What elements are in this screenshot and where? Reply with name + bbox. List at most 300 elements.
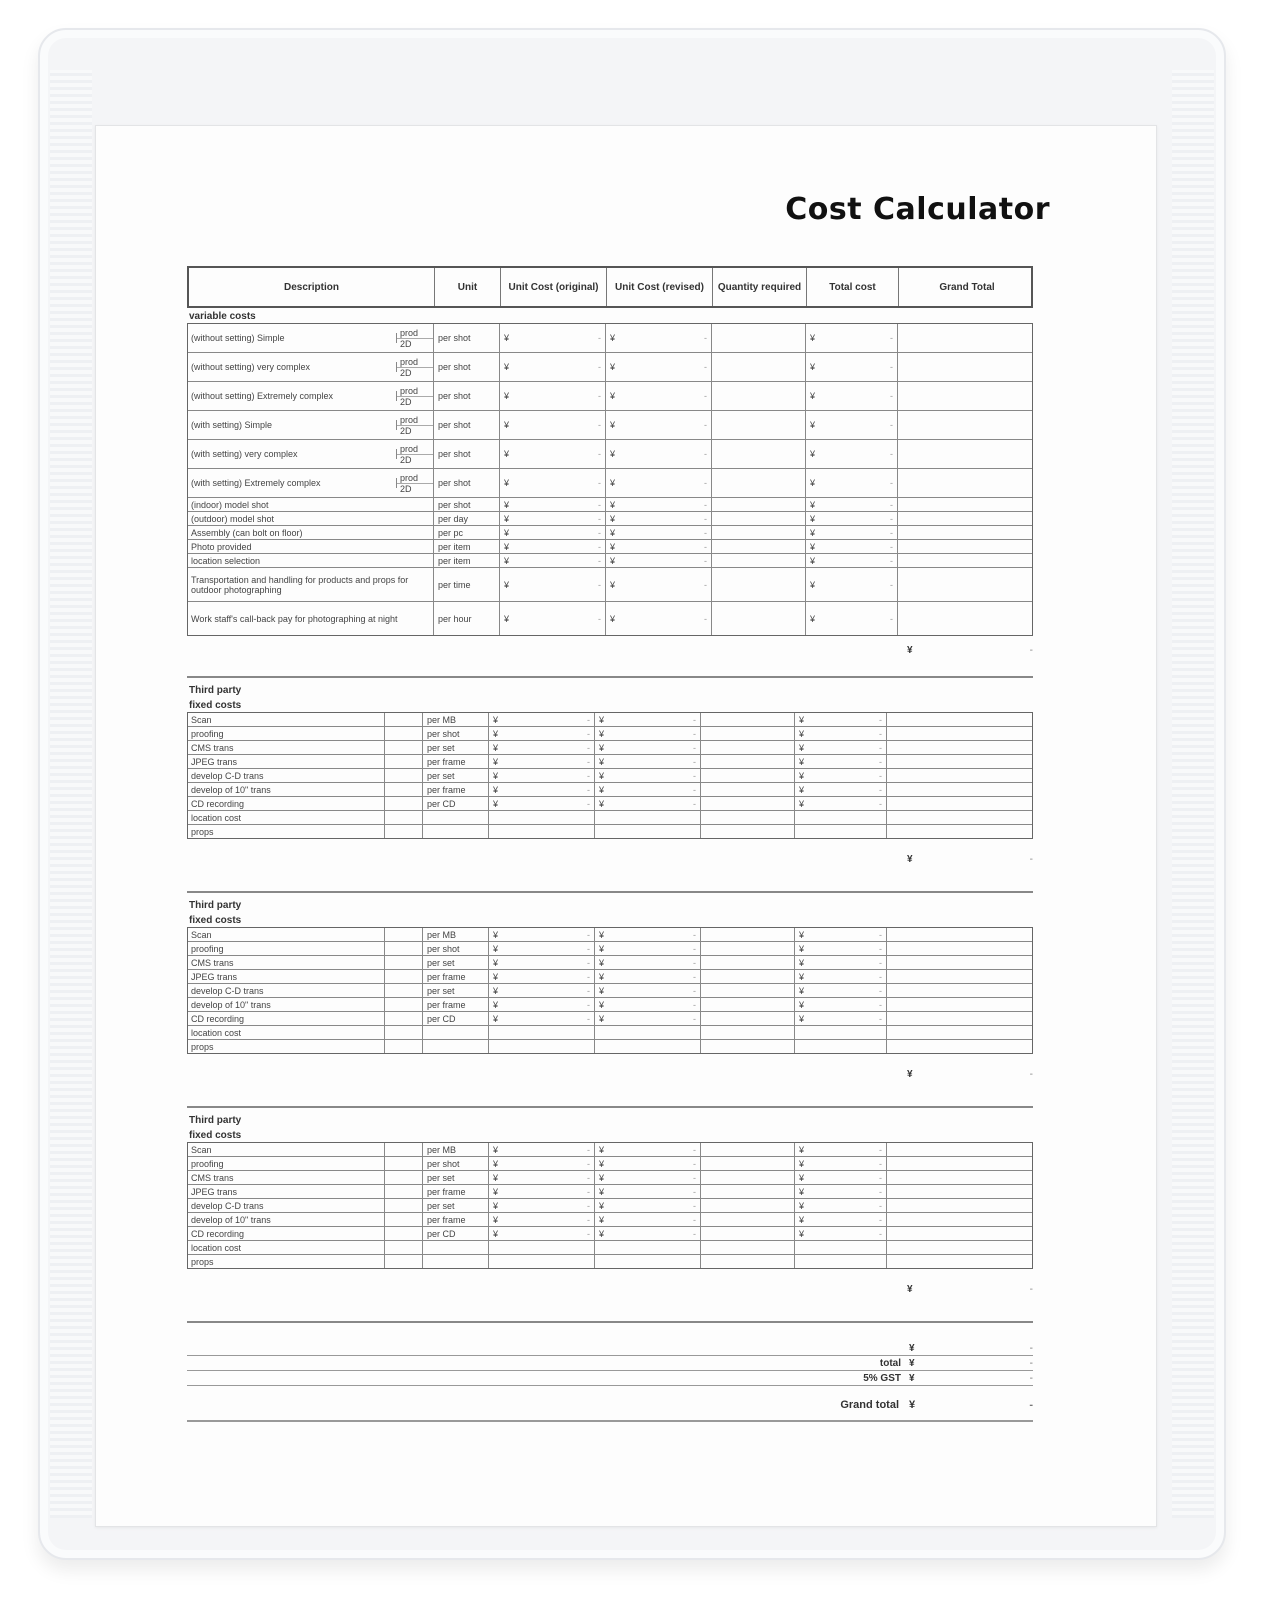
currency-symbol: ¥ [599,756,605,767]
table-row [188,1025,1032,1039]
dash-value: - [693,770,696,781]
dash-value: - [598,449,601,459]
cost-cell [594,1213,700,1226]
third-party-section [187,684,1033,893]
header-unit: Unit [434,268,500,306]
section-divider [187,891,1033,893]
cost-cell [499,382,605,410]
table-row [188,740,1032,754]
unit-cell [422,1255,488,1268]
dash-value: - [890,449,893,459]
cost-cell [488,825,594,838]
section-label: Third party [189,685,242,696]
third-party-table [187,712,1033,839]
dash-value: - [598,478,601,488]
description-text: develop C-D trans [191,770,264,781]
currency-symbol: ¥ [810,527,816,538]
currency-symbol: ¥ [504,499,510,510]
section-sublabel: fixed costs [189,700,242,711]
dash-value: - [1029,853,1033,865]
cost-cell [488,783,594,796]
header-unit-cost-original: Unit Cost (original) [500,268,606,306]
dash-value: - [587,985,590,996]
cost-cell [794,769,886,782]
cost-cell [594,984,700,997]
cost-cell [499,353,605,381]
currency-symbol: ¥ [810,579,816,590]
dash-value: - [890,555,893,566]
description-text: develop C-D trans [191,985,264,996]
unit-cell [422,1241,488,1254]
grand-total-cell [886,1143,1034,1156]
cost-cell [605,440,711,468]
cost-cell [605,469,711,497]
dash-value: - [1029,1283,1033,1295]
grade-cell [384,928,422,941]
currency-symbol: ¥ [799,957,805,968]
table-row [188,796,1032,810]
dash-value: - [890,478,893,488]
cost-cell [794,998,886,1011]
currency-symbol: ¥ [599,1200,605,1211]
table-row [188,468,1032,497]
totals-block [187,1341,1033,1422]
grand-total-cell [897,469,1034,497]
currency-symbol: ¥ [907,853,913,865]
dash-value: - [693,1172,696,1183]
grade-label: 2D [400,396,412,407]
currency-symbol: ¥ [810,555,816,566]
currency-symbol: ¥ [610,499,616,510]
currency-symbol: ¥ [810,499,816,510]
unit-cell: per shot [422,942,488,955]
section-sublabel: fixed costs [189,915,242,926]
grand-total-cell [897,324,1034,352]
currency-symbol: ¥ [504,391,510,401]
currency-symbol: ¥ [907,1068,913,1080]
description-text: develop C-D trans [191,1200,264,1211]
dash-value: - [879,756,882,767]
description-text: develop of 10" trans [191,999,271,1010]
cost-cell [805,382,897,410]
dash-value: - [693,1144,696,1155]
dash-value: - [587,784,590,795]
unit-cell: per hour [433,602,499,635]
grade-cell [384,970,422,983]
cost-cell [594,1255,700,1268]
currency-symbol: ¥ [504,555,510,566]
cost-cell [594,1185,700,1198]
description-text: Scan [191,929,212,940]
unit-cell: per set [422,984,488,997]
currency-symbol: ¥ [493,1013,499,1024]
grade-cell [384,797,422,810]
cost-cell [794,928,886,941]
table-row [188,713,1032,726]
dash-value: - [693,742,696,753]
dash-value: - [704,613,707,624]
cost-cell [594,825,700,838]
cost-cell [499,498,605,511]
currency-symbol: ¥ [504,579,510,590]
currency-symbol: ¥ [493,770,499,781]
quantity-cell [700,1255,794,1268]
currency-symbol: ¥ [493,1214,499,1225]
currency-symbol: ¥ [504,478,510,488]
quantity-cell [700,1241,794,1254]
description-text: props [191,826,214,837]
grand-total-cell [897,568,1034,601]
section-subtotal [187,1054,1033,1094]
cost-table [187,266,1033,1422]
cost-cell [488,970,594,983]
quantity-cell [700,1040,794,1053]
currency-symbol: ¥ [599,1144,605,1155]
dash-value: - [587,999,590,1010]
dash-value: - [890,391,893,401]
grand-total-cell [886,741,1034,754]
dash-value: - [693,784,696,795]
grand-total-cell [886,755,1034,768]
currency-symbol: ¥ [493,1144,499,1155]
cost-cell [805,540,897,553]
cost-cell [594,998,700,1011]
cost-cell [594,1227,700,1240]
description-text: location cost [191,812,242,823]
grand-total-cell [886,1199,1034,1212]
cost-cell [488,1040,594,1053]
unit-cell: per frame [422,998,488,1011]
grade-cell [384,1012,422,1025]
description-text: (with setting) Simple [188,420,397,430]
dash-value: - [587,1013,590,1024]
cost-cell [594,970,700,983]
description-text: CMS trans [191,742,234,753]
dash-value: - [693,929,696,940]
dash-value: - [587,742,590,753]
dash-value: - [879,1186,882,1197]
grade-cell [384,783,422,796]
quantity-cell [711,512,805,525]
dash-value: - [693,756,696,767]
description-text: (with setting) Extremely complex [188,478,397,488]
currency-symbol: ¥ [493,1200,499,1211]
grand-total-cell [886,1040,1034,1053]
currency-symbol: ¥ [599,957,605,968]
dash-value: - [587,971,590,982]
dash-value: - [587,1186,590,1197]
currency-symbol: ¥ [493,957,499,968]
currency-symbol: ¥ [504,613,510,624]
grade-label: prod [397,444,433,455]
dash-value: - [704,499,707,510]
grand-total-cell [897,498,1034,511]
description-text: (without setting) Simple [188,333,397,343]
dash-value: - [879,770,882,781]
unit-cell: per item [433,554,499,567]
currency-symbol: ¥ [810,613,816,624]
dash-value: - [704,555,707,566]
cost-cell [594,783,700,796]
header-grand-total: Grand Total [898,268,1035,306]
unit-cell: per shot [433,440,499,468]
quantity-cell [700,942,794,955]
cost-cell [794,1185,886,1198]
currency-symbol: ¥ [810,333,816,343]
table-row [188,1226,1032,1240]
grand-total-cell [897,526,1034,539]
currency-symbol: ¥ [610,478,616,488]
dash-value: - [693,1013,696,1024]
description-text: CMS trans [191,1172,234,1183]
quantity-cell [700,811,794,824]
cost-cell [605,382,711,410]
third-party-section [187,1114,1033,1323]
dash-value: - [890,579,893,590]
quantity-cell [711,602,805,635]
cost-cell [594,797,700,810]
currency-symbol: ¥ [799,1200,805,1211]
currency-symbol: ¥ [504,362,510,372]
grand-total-cell [886,1213,1034,1226]
grade-label: 2D [400,425,412,436]
quantity-cell [700,1185,794,1198]
grade-cell [384,1185,422,1198]
document-title: Cost Calculator [785,192,1050,227]
currency-symbol: ¥ [610,527,616,538]
totals-line: ¥ - [187,1341,1033,1356]
cost-cell [605,498,711,511]
dash-value: - [890,541,893,552]
dash-value: - [587,1172,590,1183]
quantity-cell [711,382,805,410]
cost-cell [594,727,700,740]
dash-value: - [890,613,893,624]
dash-value: - [598,362,601,372]
currency-symbol: ¥ [799,943,805,954]
table-row [188,1240,1032,1254]
cost-cell [794,1213,886,1226]
cost-cell [594,956,700,969]
description-text: Photo provided [191,541,252,552]
dash-value: - [587,798,590,809]
dash-value: - [693,957,696,968]
cost-cell [794,741,886,754]
cost-cell [605,568,711,601]
dash-value: - [587,1144,590,1155]
currency-symbol: ¥ [610,513,616,524]
row-description [188,440,433,468]
description-text: props [191,1256,214,1267]
currency-symbol: ¥ [799,1158,805,1169]
dash-value: - [879,1228,882,1239]
description-text: CD recording [191,798,245,809]
table-row [188,1011,1032,1025]
unit-cell: per frame [422,970,488,983]
cost-cell [488,998,594,1011]
cost-cell [488,1213,594,1226]
grade-label: 2D [400,454,412,465]
quantity-cell [700,970,794,983]
table-row [188,1184,1032,1198]
currency-symbol: ¥ [599,1013,605,1024]
cost-cell [794,825,886,838]
dash-value: - [704,478,707,488]
grade-label: prod [397,386,433,397]
currency-symbol: ¥ [799,784,805,795]
cost-cell [805,324,897,352]
cost-cell [794,1026,886,1039]
grade-cell [384,1255,422,1268]
grade-cell [384,1227,422,1240]
quantity-cell [700,713,794,726]
quantity-cell [711,568,805,601]
grade-cell [384,956,422,969]
grade-label: 2D [400,338,412,349]
currency-symbol: ¥ [810,541,816,552]
cost-cell [488,1185,594,1198]
currency-symbol: ¥ [810,449,816,459]
unit-cell: per shot [433,353,499,381]
dash-value: - [879,798,882,809]
cost-cell [488,1227,594,1240]
currency-symbol: ¥ [599,1186,605,1197]
dash-value: - [879,957,882,968]
table-row [188,352,1032,381]
currency-symbol: ¥ [599,1158,605,1169]
cost-cell [488,1012,594,1025]
grade-cell [384,825,422,838]
cost-cell [594,1241,700,1254]
dash-value: - [879,728,882,739]
cost-cell [794,1040,886,1053]
currency-symbol: ¥ [493,742,499,753]
table-row [188,439,1032,468]
currency-symbol: ¥ [799,1214,805,1225]
quantity-cell [700,797,794,810]
grand-total-cell [886,727,1034,740]
currency-symbol: ¥ [610,362,616,372]
currency-symbol: ¥ [610,541,616,552]
grand-total-cell [897,554,1034,567]
grand-total-cell [897,440,1034,468]
currency-symbol: ¥ [810,513,816,524]
cost-cell [594,1040,700,1053]
cost-cell [488,984,594,997]
cost-cell [794,1143,886,1156]
dash-value: - [879,985,882,996]
grand-total-cell [897,540,1034,553]
currency-symbol: ¥ [610,555,616,566]
dash-value: - [587,728,590,739]
description-text: CMS trans [191,957,234,968]
unit-cell [422,1040,488,1053]
table-row [188,539,1032,553]
currency-symbol: ¥ [493,1172,499,1183]
table-row [188,601,1032,635]
dash-value: - [693,1200,696,1211]
cost-cell [488,1241,594,1254]
table-row [188,1170,1032,1184]
dash-value: - [598,391,601,401]
grand-total-cell [886,1171,1034,1184]
table-row [188,567,1032,601]
table-row [188,1143,1032,1156]
currency-symbol: ¥ [907,1283,913,1295]
unit-cell: per set [422,769,488,782]
cost-cell [594,942,700,955]
variable-costs-table [187,323,1033,636]
grand-total-line: Grand total ¥ - [187,1390,1033,1422]
dash-value: - [1029,1068,1033,1080]
dash-value: - [879,1200,882,1211]
table-row [188,969,1032,983]
currency-symbol: ¥ [799,1228,805,1239]
quantity-cell [711,353,805,381]
grade-cell [384,727,422,740]
description-text: proofing [191,943,224,954]
cost-cell [499,554,605,567]
cost-cell [488,727,594,740]
dash-value: - [693,985,696,996]
description-text: CD recording [191,1228,245,1239]
cost-cell [488,1255,594,1268]
currency-symbol: ¥ [799,1186,805,1197]
grade-label: prod [397,357,433,368]
currency-symbol: ¥ [799,770,805,781]
cost-cell [594,713,700,726]
grand-total-cell [886,928,1034,941]
section-divider [187,1321,1033,1323]
currency-symbol: ¥ [799,999,805,1010]
currency-symbol: ¥ [493,756,499,767]
dash-value: - [879,943,882,954]
cost-cell [805,353,897,381]
currency-symbol: ¥ [599,784,605,795]
dash-value: - [598,420,601,430]
currency-symbol: ¥ [599,742,605,753]
dash-value: - [587,943,590,954]
grade-cell [384,1143,422,1156]
table-header [187,266,1033,308]
grade-cell [384,942,422,955]
dash-value: - [693,971,696,982]
unit-cell: per time [433,568,499,601]
dash-value: - [879,929,882,940]
grade-cell [384,998,422,1011]
dash-value: - [587,957,590,968]
cost-cell [794,783,886,796]
cost-cell [805,512,897,525]
description-text: (with setting) very complex [188,449,397,459]
cost-cell [605,540,711,553]
grand-total-cell [897,411,1034,439]
cost-cell [499,440,605,468]
currency-symbol: ¥ [810,420,816,430]
table-row [188,768,1032,782]
dash-value: - [879,1013,882,1024]
dash-value: - [879,1144,882,1155]
description-text: JPEG trans [191,756,238,767]
currency-symbol: ¥ [610,579,616,590]
cost-cell [805,469,897,497]
currency-symbol: ¥ [799,1144,805,1155]
section-subtotal: ¥ - [907,644,1033,656]
section-divider [187,676,1033,678]
table-row [188,324,1032,352]
description-text: proofing [191,728,224,739]
quantity-cell [711,498,805,511]
